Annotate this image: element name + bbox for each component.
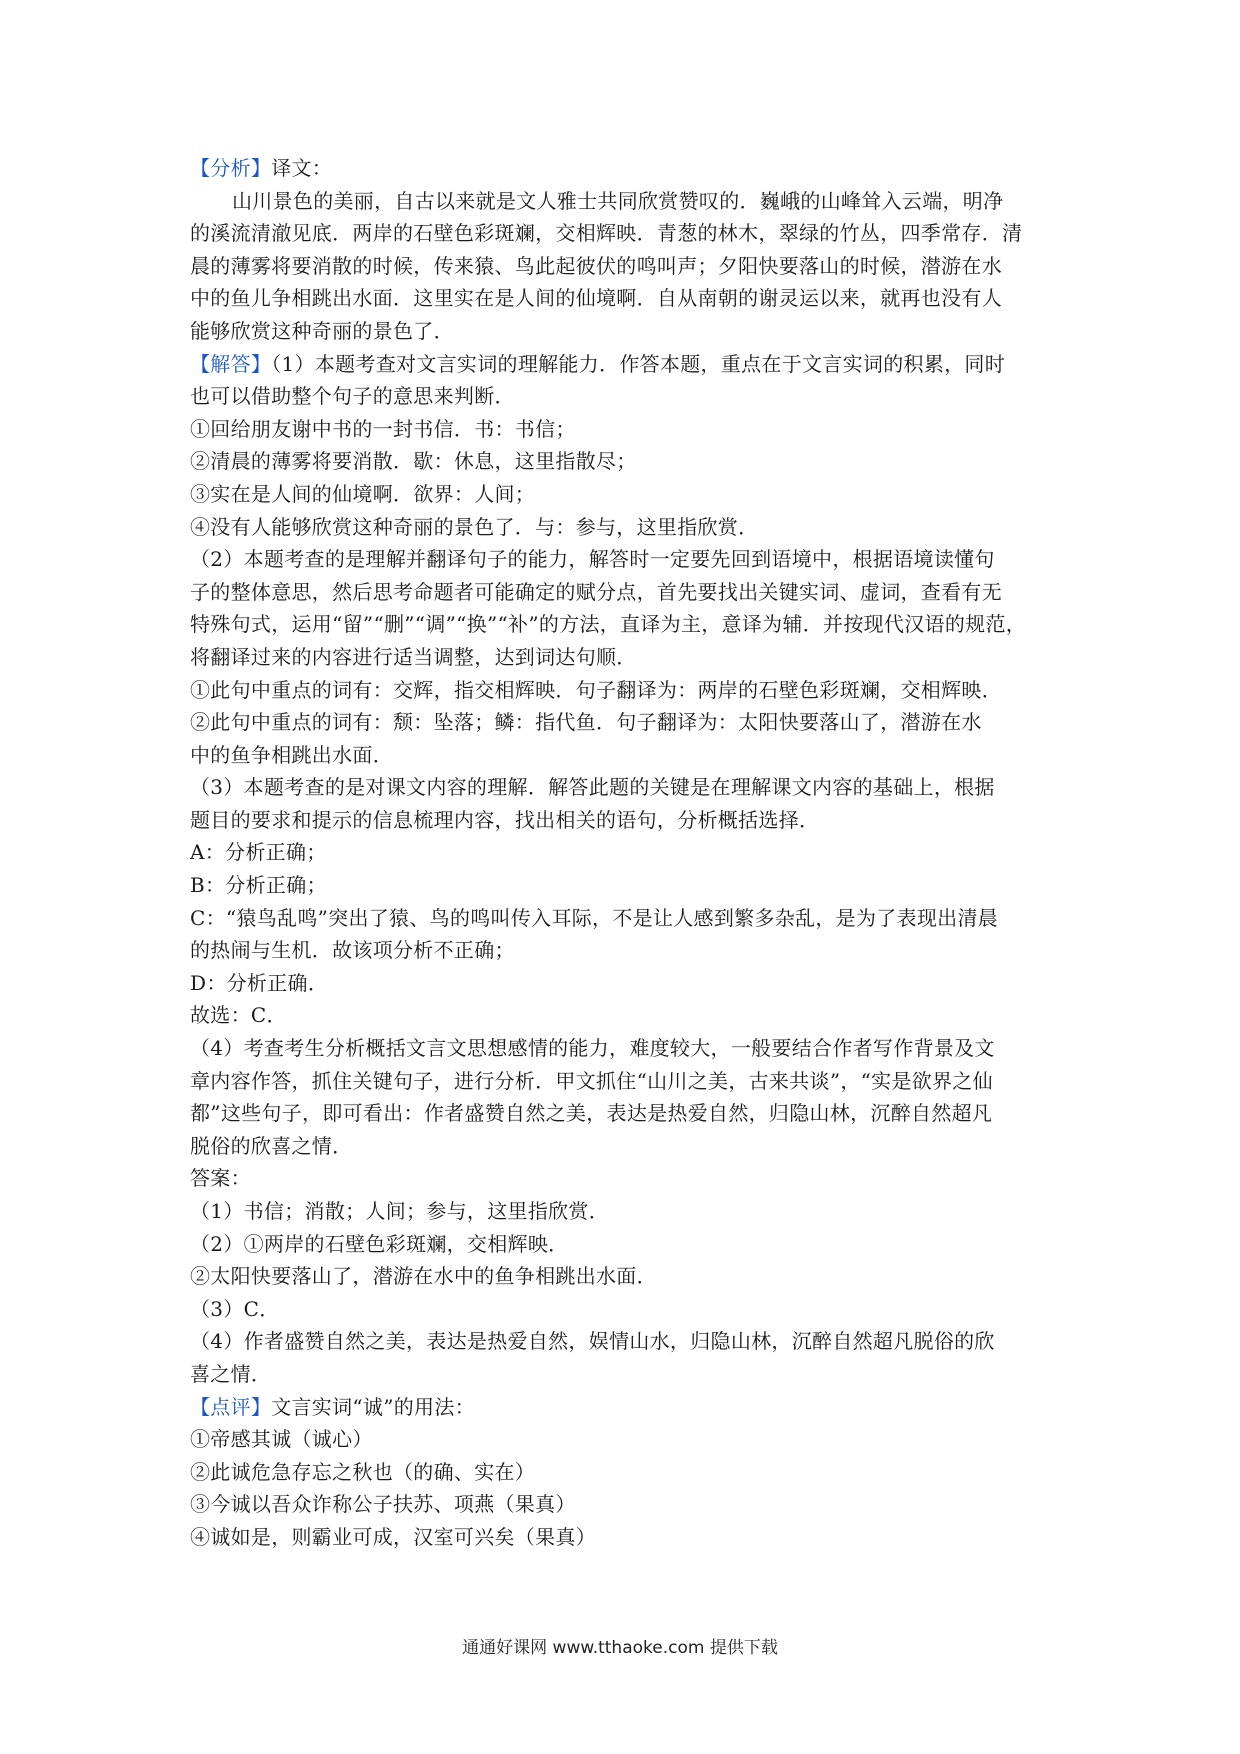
translation-line: 中的鱼儿争相跳出水面．这里实在是人间的仙境啊．自从南朝的谢灵运以来，就再也没有人 — [190, 286, 1002, 311]
answer-line: ③实在是人间的仙境啊．欲界：人间； — [190, 481, 536, 506]
answer-line: ④没有人能够欣赏这种奇丽的景色了．与：参与，这里指欣赏． — [190, 514, 759, 539]
answer-line: 喜之情． — [190, 1361, 272, 1386]
comment-line: ④诚如是，则霸业可成，汉室可兴矣（果真） — [190, 1524, 596, 1549]
comment-line: ②此诚危急存忘之秋也（的确、实在） — [190, 1459, 536, 1484]
answer-line: （3）本题考查的是对课文内容的理解．解答此题的关键是在理解课文内容的基础上，根据 — [190, 775, 995, 800]
comment-tag: 【点评】 — [190, 1394, 272, 1419]
analysis-intro: 译文： — [271, 156, 333, 180]
translation-line: 能够欣赏这种奇丽的景色了． — [190, 318, 454, 343]
answer-line: 故选：C． — [190, 1003, 287, 1028]
comment-heading — [190, 1391, 1060, 1424]
answer-heading — [190, 348, 1060, 381]
answer-line: （1）书信；消散；人间；参与，这里指欣赏． — [190, 1199, 610, 1223]
answer-tag: 【解答】 — [190, 351, 272, 376]
answer-line: ②太阳快要落山了，潜游在水中的鱼争相跳出水面． — [190, 1264, 657, 1289]
translation-line: 的溪流清澈见底．两岸的石壁色彩斑斓，交相辉映．青葱的林木，翠绿的竹丛，四季常存．清 — [190, 221, 1023, 246]
answer-line: 都”这些句子，即可看出：作者盛赞自然之美，表达是热爱自然，归隐山林，沉醉自然超凡 — [190, 1101, 993, 1126]
answer-line: 特殊句式，运用“留”“删”“调”“换”“补”的方法，直译为主，意译为辅．并按现代汉语的规范， — [190, 612, 1027, 637]
answer-line: 子的整体意思，然后思考命题者可能确定的赋分点，首先要找出关键实词、虚词，查看有无 — [190, 579, 1002, 604]
page-footer: 通通好课网 www.tthaoke.com 提供下载 — [462, 1638, 778, 1658]
answer-line: （4）作者盛赞自然之美，表达是热爱自然，娱情山水，归隐山林，沉醉自然超凡脱俗的欣 — [190, 1329, 995, 1354]
answer-line: 将翻译过来的内容进行适当调整，达到词达句顺． — [190, 644, 637, 669]
answer-line: 的热闹与生机．故该项分析不正确； — [190, 938, 515, 963]
answer-line: 脱俗的欣喜之情． — [190, 1133, 353, 1158]
answer-line: （4）考查考生分析概括文言文思想感情的能力，难度较大，一般要结合作者写作背景及文 — [190, 1036, 995, 1061]
comment-first-line: 文言实词“诚”的用法： — [271, 1394, 475, 1419]
translation-line: 山川景色的美丽，自古以来就是文人雅士共同欣赏赞叹的．巍峨的山峰耸入云端，明净 — [232, 188, 1004, 213]
answer-line: B：分析正确； — [190, 873, 327, 898]
analysis-tag: 【分析】 — [190, 156, 272, 180]
answer-line: 题目的要求和提示的信息梳理内容，找出相关的语句，分析概括选择． — [190, 807, 820, 832]
answer-first-line: （1）本题考查对文言实词的理解能力．作答本题，重点在于文言实词的积累，同时 — [271, 351, 1006, 376]
answer-line: ②此句中重点的词有：颓：坠落；鳞：指代鱼．句子翻译为：太阳快要落山了，潜游在水 — [190, 710, 982, 735]
answer-line: （2）①两岸的石壁色彩斑斓，交相辉映． — [190, 1231, 569, 1256]
translation-line: 晨的薄雾将要消散的时候，传来猿、鸟此起彼伏的鸣叫声；夕阳快要落山的时候，潜游在水 — [190, 253, 1002, 278]
comment-line: ①帝感其诚（诚心） — [190, 1427, 373, 1452]
answer-line: A：分析正确； — [190, 840, 327, 865]
answer-line: 也可以借助整个句子的意思来判断． — [190, 384, 515, 409]
answer-line: 答案： — [190, 1166, 251, 1191]
document-body — [190, 152, 1060, 1554]
answer-line: ②清晨的薄雾将要消散．歇：休息，这里指散尽； — [190, 449, 637, 474]
comment-line: ③今诚以吾众诈称公子扶苏、项燕（果真） — [190, 1492, 576, 1517]
answer-line: ①此句中重点的词有：交辉，指交相辉映．句子翻译为：两岸的石壁色彩斑斓，交相辉映． — [190, 677, 1002, 702]
answer-line: C：“猿鸟乱鸣”突出了猿、鸟的鸣叫传入耳际，不是让人感到繁多杂乱，是为了表现出清晨 — [190, 905, 999, 930]
answer-line: D：分析正确． — [190, 970, 329, 995]
analysis-heading — [190, 152, 1060, 185]
answer-line: 章内容作答，抓住关键句子，进行分析．甲文抓住“山川之美，古来共谈”，“实是欲界之仙 — [190, 1068, 993, 1093]
answer-line: （2）本题考查的是理解并翻译句子的能力，解答时一定要先回到语境中，根据语境读懂句 — [190, 547, 995, 572]
answer-line: （3）C． — [190, 1296, 280, 1321]
answer-line: 中的鱼争相跳出水面． — [190, 742, 393, 767]
answer-line: ①回给朋友谢中书的一封书信．书：书信； — [190, 416, 576, 441]
